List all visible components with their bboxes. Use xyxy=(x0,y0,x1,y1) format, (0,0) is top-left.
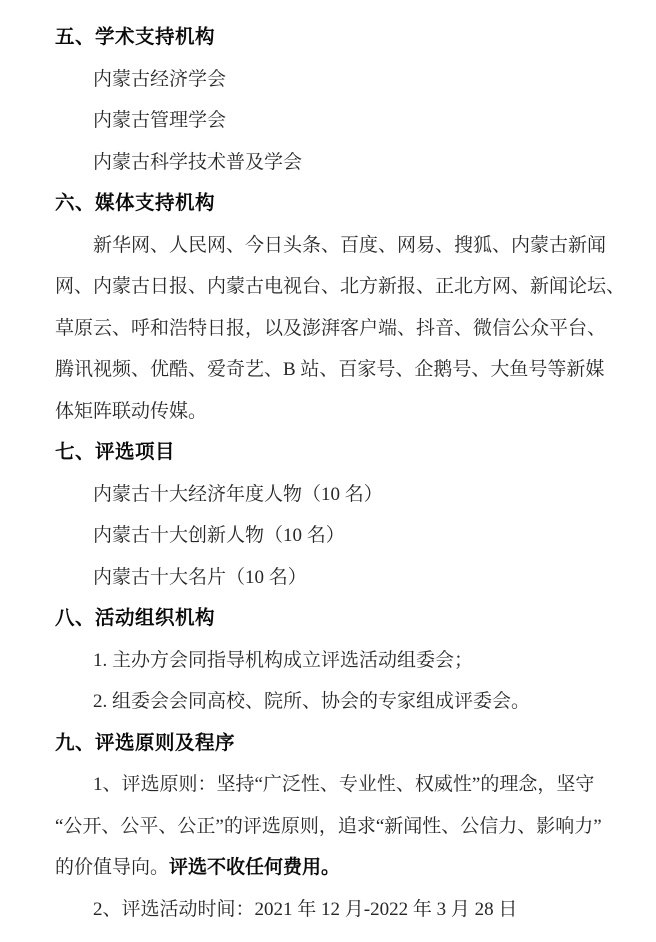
section-heading-selection-projects: 七、评选项目 xyxy=(55,441,176,463)
document-content xyxy=(55,17,627,930)
paragraph-line: 腾讯视频、优酷、爱奇艺、B 站、百家号、企鹅号、大鱼号等新媒 xyxy=(55,359,605,380)
section-heading-principles-procedure: 九、评选原则及程序 xyxy=(55,731,236,754)
section-heading-organizing-bodies: 八、活动组织机构 xyxy=(55,607,216,629)
list-item: 2. 组委会会同高校、院所、协会的专家组成评委会。 xyxy=(93,691,531,712)
paragraph-line: 新华网、人民网、今日头条、百度、网易、搜狐、内蒙古新闻 xyxy=(93,234,607,256)
paragraph-line xyxy=(55,847,627,889)
paragraph-line: 网、内蒙古日报、内蒙古电视台、北方新报、正北方网、新闻论坛、 xyxy=(55,276,626,297)
paragraph-line: 体矩阵联动传媒。 xyxy=(55,400,208,422)
section-heading-academic-support: 五、学术支持机构 xyxy=(55,26,216,48)
list-item: 内蒙古十大创新人物（10 名） xyxy=(93,525,345,546)
bold-emphasis-no-fee: 评选不收任何费用。 xyxy=(169,857,341,878)
paragraph-line: “公开、公平、公正”的评选原则，追求“新闻性、公信力、影响力” xyxy=(55,815,602,837)
section-heading-media-support: 六、媒体支持机构 xyxy=(55,192,216,214)
list-item: 内蒙古科学技术普及学会 xyxy=(93,151,303,173)
paragraph-line: 1、评选原则：坚持“广泛性、专业性、权威性”的理念，坚守 xyxy=(93,774,595,795)
list-item: 内蒙古十大名片（10 名） xyxy=(93,566,307,588)
paragraph-text: 的价值导向。 xyxy=(55,857,170,878)
list-item: 1. 主办方会同指导机构成立评选活动组委会； xyxy=(93,649,474,671)
list-item: 内蒙古十大经济年度人物（10 名） xyxy=(93,483,383,505)
list-item: 内蒙古管理学会 xyxy=(93,110,227,131)
paragraph-line: 草原云、呼和浩特日报，以及澎湃客户端、抖音、微信公众平台、 xyxy=(55,317,607,339)
list-item: 内蒙古经济学会 xyxy=(93,68,227,90)
paragraph-line-selection-time: 2、评选活动时间：2021 年 12 月-2022 年 3 月 28 日 xyxy=(93,898,518,920)
